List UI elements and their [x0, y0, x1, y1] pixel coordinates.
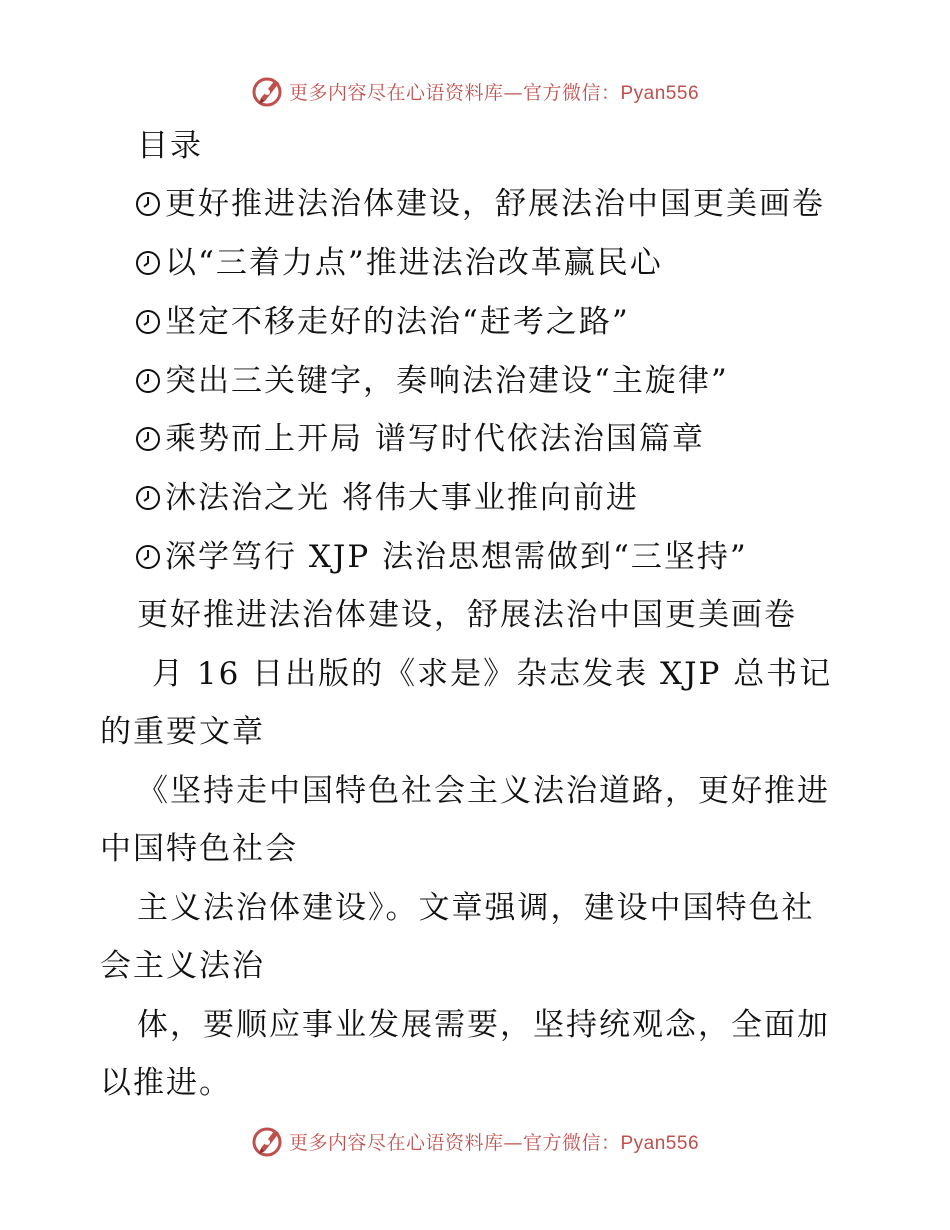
- header-banner: [0, 71, 950, 111]
- clock-icon: [135, 368, 161, 394]
- toc-item[interactable]: [135, 419, 705, 459]
- article-line: 月 16 日出版的《求是》杂志发表 XJP 总书记: [152, 656, 833, 692]
- article-line: 的重要文章: [100, 714, 265, 750]
- article-line: 《坚持走中国特色社会主义法治道路，更好推进: [137, 773, 830, 809]
- article-line: 体，要顺应事业发展需要，坚持统观念，全面加: [137, 1007, 830, 1043]
- article-line: 中国特色社会: [100, 831, 298, 867]
- banner-wechat-id: Pyan556: [620, 82, 700, 104]
- clock-icon: [135, 309, 161, 335]
- toc-item-label: 以“三着力点”推进法治改革赢民心: [165, 245, 663, 281]
- banner-text: 更多内容尽在心语资料库—官方微信：Pyan556: [288, 81, 700, 104]
- clock-icon: [135, 485, 161, 511]
- toc-item[interactable]: [135, 184, 825, 224]
- toc-item[interactable]: [135, 302, 630, 342]
- toc-item[interactable]: [135, 361, 729, 401]
- toc-item-label: 深学笃行 XJP 法治思想需做到“三坚持”: [165, 539, 748, 575]
- toc-item-label: 沐法治之光 将伟大事业推向前进: [165, 480, 639, 516]
- toc-item-label: 乘势而上开局 谱写时代依法治国篇章: [165, 421, 705, 457]
- toc-item-label: 坚定不移走好的法治“赶考之路”: [165, 304, 630, 340]
- toc-item-label: 突出三关键字，奏响法治建设“主旋律”: [165, 363, 729, 399]
- brush-pen-logo-icon: [251, 74, 285, 108]
- toc-item[interactable]: [135, 243, 663, 283]
- article-title: 更好推进法治体建设，舒展法治中国更美画卷: [137, 597, 797, 633]
- clock-icon: [135, 426, 161, 452]
- footer-banner: [0, 1121, 950, 1161]
- toc-item[interactable]: [135, 537, 748, 577]
- brush-pen-logo-icon: [251, 1124, 285, 1158]
- toc-heading: 目录: [137, 128, 203, 164]
- clock-icon: [135, 544, 161, 570]
- article-line: 以推进。: [100, 1065, 232, 1101]
- article-line: 主义法治体建设》。文章强调，建设中国特色社: [137, 890, 815, 926]
- article-line: 会主义法治: [100, 948, 265, 984]
- clock-icon: [135, 250, 161, 276]
- banner-wechat-id: Pyan556: [620, 1132, 700, 1154]
- banner-text: 更多内容尽在心语资料库—官方微信：Pyan556: [288, 1131, 700, 1154]
- toc-item-label: 更好推进法治体建设，舒展法治中国更美画卷: [165, 186, 825, 222]
- clock-icon: [135, 191, 161, 217]
- toc-item[interactable]: [135, 478, 639, 518]
